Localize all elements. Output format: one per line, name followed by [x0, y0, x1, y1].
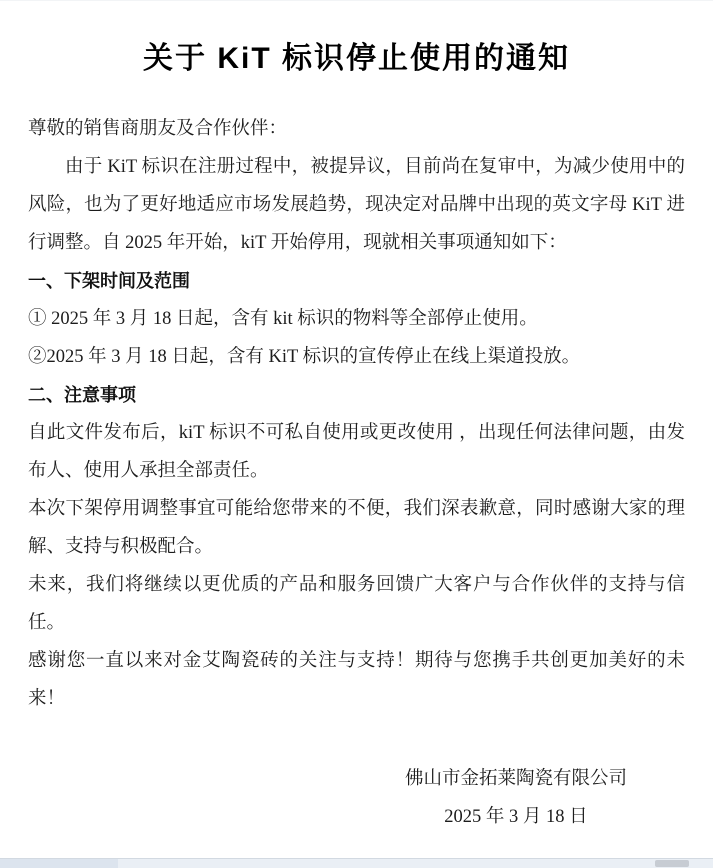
section2-para2: 本次下架停用调整事宜可能给您带来的不便，我们深表歉意，同时感谢大家的理解、支持与积极配合。	[28, 499, 685, 557]
section2-para4: 感谢您一直以来对金艾陶瓷砖的关注与支持！期待与您携手共创更加美好的未来！	[28, 651, 685, 709]
section2-para1: 自此文件发布后，kiT 标识不可私自使用或更改使用 ，出现任何法律问题，由发布人、使用人承担全部责任。	[28, 423, 685, 481]
notice-document	[0, 41, 713, 827]
horizontal-scrollbar[interactable]	[0, 858, 713, 868]
section2-heading: 二、注意事项	[28, 385, 136, 405]
salutation: 尊敬的销售商朋友及合作伙伴：	[28, 119, 288, 139]
section1-item2: ②2025 年 3 月 18 日起，含有 KiT 标识的宣传停止在线上渠道投放。	[28, 347, 581, 367]
signature-company: 佛山市金拓莱陶瓷有限公司	[404, 769, 627, 789]
signature-date: 2025 年 3 月 18 日	[444, 807, 588, 827]
document-body	[28, 110, 685, 827]
section2-para3: 未来，我们将继续以更优质的产品和服务回馈广大客户与合作伙伴的支持与信任。	[28, 575, 685, 633]
horizontal-scrollbar-thumb[interactable]	[0, 859, 118, 868]
section1-heading: 一、下架时间及范围	[28, 271, 190, 291]
section1-item1: ① 2025 年 3 月 18 日起，含有 kit 标识的物料等全部停止使用。	[28, 309, 538, 329]
document-title: 关于 KiT 标识停止使用的通知	[143, 42, 570, 75]
signature-block	[405, 760, 627, 836]
scrollbar-corner-grip	[655, 860, 689, 867]
intro-paragraph: 由于 KiT 标识在注册过程中，被提异议，目前尚在复审中，为减少使用中的风险，也为了更好地适应市场发展趋势，现决定对品牌中出现的英文字母 KiT 进行调整。自 2025 年开始，kiT 开始停用，现就相关事项通知如下：	[28, 157, 685, 253]
